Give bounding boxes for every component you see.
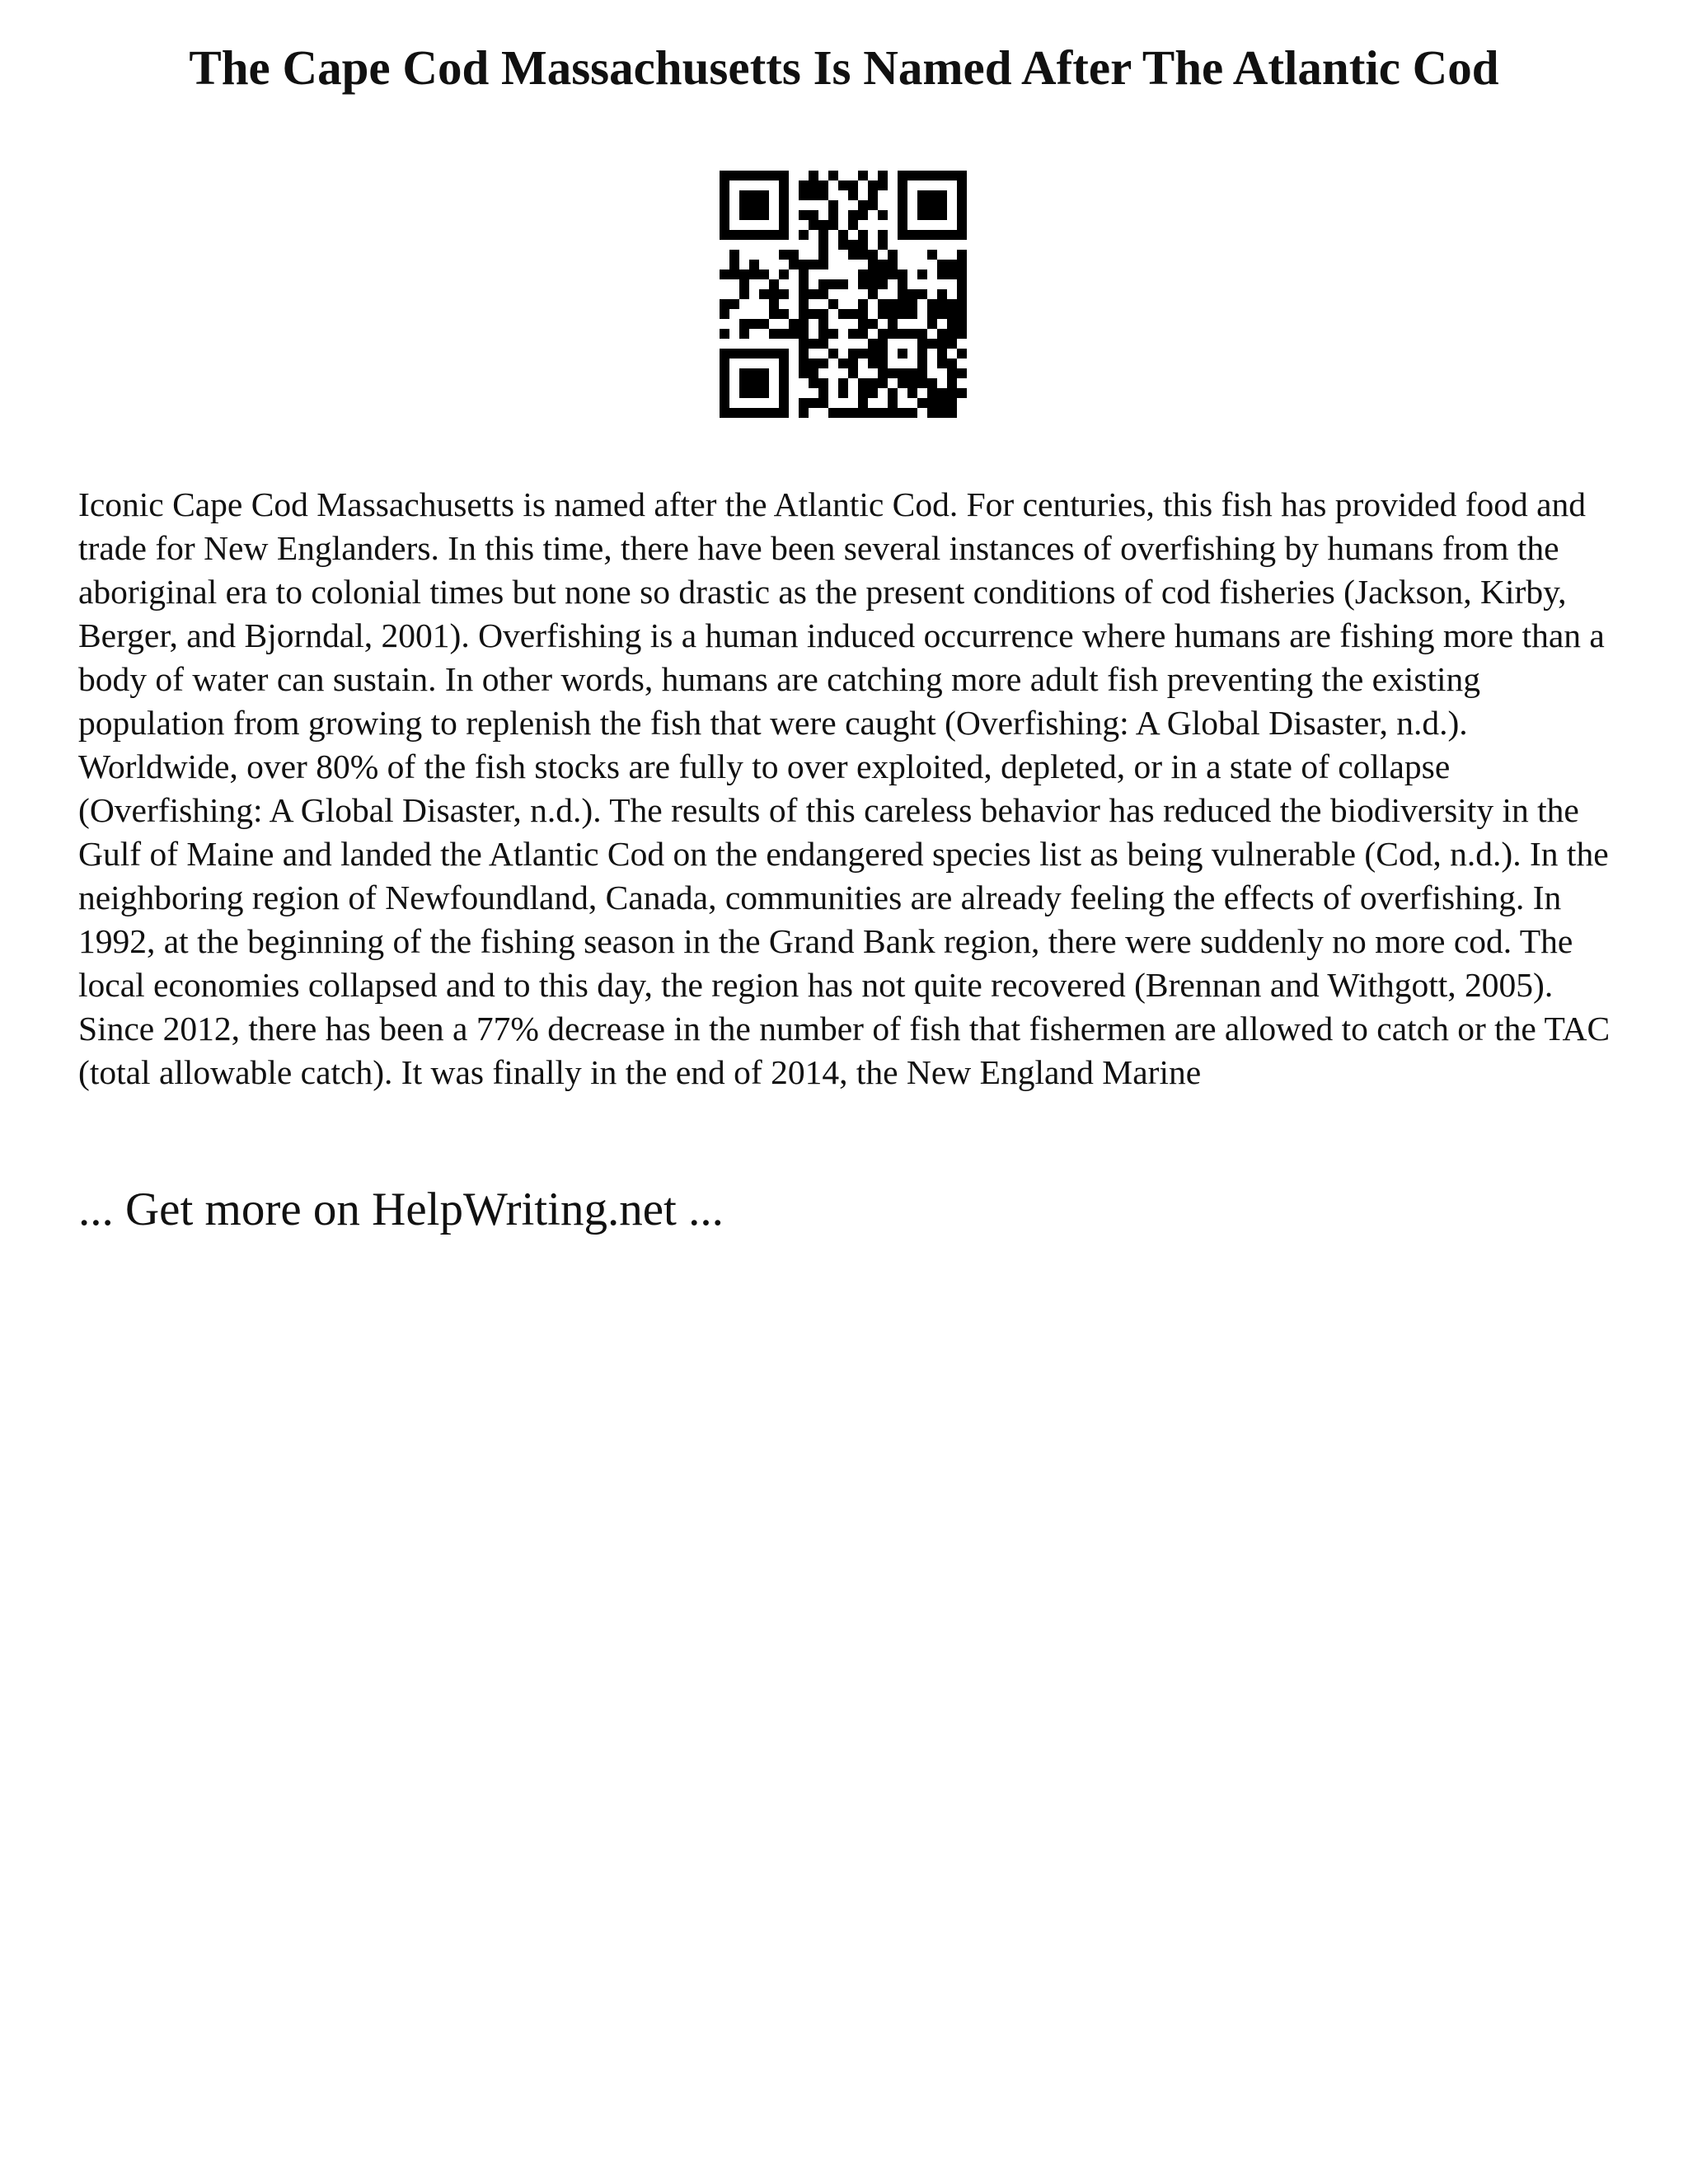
qr-code-icon [720,171,967,418]
article-body [78,483,1628,1094]
paragraph-1: Iconic Cape Cod Massachusetts is named after the Atlantic Cod. For centuries, this fish has provided food and trade for New Englanders. In this time, there have been several instances of overfishing by humans from the aboriginal era to colonial times but none so drastic as the present conditions of cod fisheries (Jackson, Kirby, Berger, and Bjorndal, 2001). Overfishing is a human induced occurrence where humans are fishing more than a body of water can sustain. In other words, humans are catching more adult fish preventing the existing population from growing to replenish the fish that were caught (Overfishing: A Global Disaster, n.d.). Worldwide, over 80% of the fish stocks are fully to over exploited, depleted, or in a state of collapse (Overfishing: A Global Disaster, n.d.). The results of this careless behavior has reduced the biodiversity in the Gulf of Maine and landed the Atlantic Cod on the endangered species list as being vulnerable (Cod, n.d.). In the neighboring region of Newfoundland, Canada, communities are already feeling the effects of overfishing. In 1992, at the beginning of the fishing season in the Grand Bank region, there were suddenly no more cod. The local economies collapsed and to this day, the region has not quite recovered (Brennan and Withgott, 2005). [78,485,1609,1004]
page-title: The Cape Cod Massachusetts Is Named After The Atlantic Cod [189,40,1499,95]
paragraph-2: Since 2012, there has been a 77% decrease in the number of fish that fishermen are allowed to catch or the TAC (total allowable catch). It was finally in the end of 2014, the New England Marine [78,1010,1611,1091]
get-more-link[interactable]: ... Get more on HelpWriting.net ... [78,1183,724,1235]
